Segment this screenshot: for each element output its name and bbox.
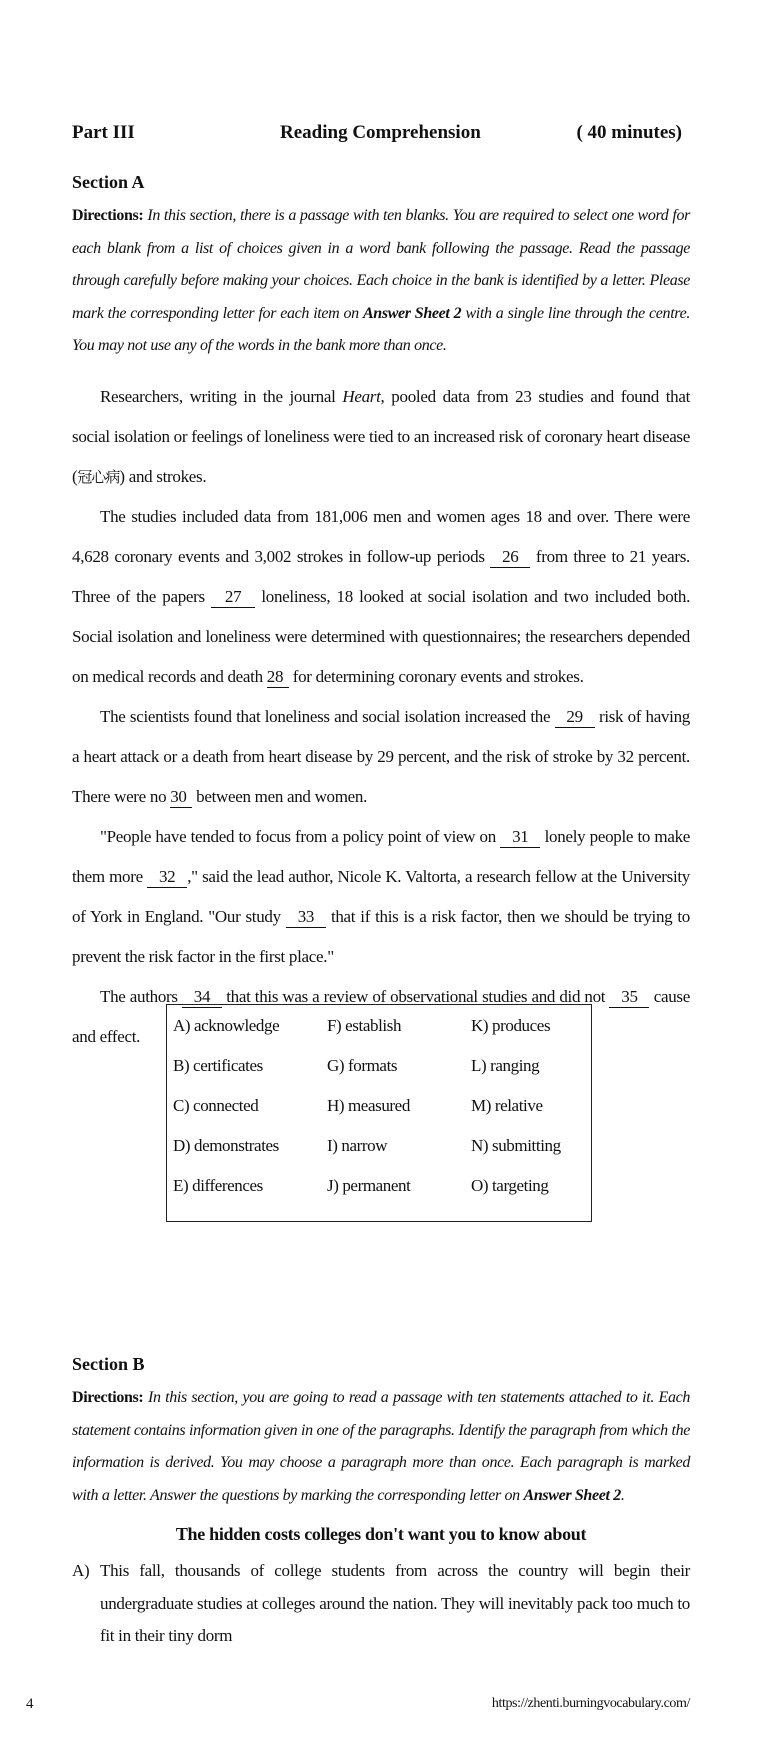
blank-31[interactable]: 31 [500,827,540,848]
word-bank-option: A) acknowledge [173,1016,280,1035]
page-number: 4 [26,1696,34,1712]
word-bank-option: H) measured [327,1096,410,1115]
blank-30[interactable]: 30 [170,787,192,808]
blank-28[interactable]: 28 [267,667,289,688]
part-title: Reading Comprehension [280,122,481,143]
word-bank-option: O) targeting [471,1176,549,1195]
word-bank-option: L) ranging [471,1056,540,1075]
answer-sheet-ref: Answer Sheet 2 [523,1486,621,1504]
word-bank-option: E) differences [173,1176,263,1195]
text-run: from three to 21 years. Three of the papers [72,546,691,606]
blank-32[interactable]: 32 [147,867,187,888]
text-run: The scientists found that loneliness and social isolation increased the [100,706,551,726]
paragraph-a [72,1555,690,1653]
word-bank-option: C) connected [173,1096,259,1115]
chinese-gloss: 冠心病 [77,467,120,486]
footer-url[interactable]: https://zhenti.burningvocabulary.com/ [491,1696,690,1711]
journal-name: Heart [342,386,381,406]
text-run: "People have tended to focus from a policy point of view on [100,826,496,846]
blank-33[interactable]: 33 [286,907,326,928]
section-b-content [72,1352,690,1653]
answer-sheet-ref: Answer Sheet 2 [362,304,462,322]
word-bank-option: N) submitting [471,1136,561,1155]
text-run: cause and effect. [72,986,690,1046]
text-run: The authors [100,986,178,1006]
word-bank-option: G) formats [327,1056,398,1075]
directions-text-end: . [620,1486,625,1504]
directions-text: In this section, there is a passage with ten blanks. You are required to select one word for each blank from a list of choices given in a word bank following the passage. Read the passage through carefully before making your choices. Each choice in the bank is identified by a letter. Please mark the corresponding letter for each item on [72,207,691,322]
text-run: lonely people to make them more [72,826,691,886]
text-run: loneliness, 18 looked at social isolation and two included both. Social isolation and loneliness were determined with questionnaires; the researchers depended on medical records and death [72,586,691,686]
word-bank-option: B) certificates [173,1056,263,1075]
directions-text: In this section, you are going to read a passage with ten statements attached to it. Each statement contains information given in one of the paragraphs. Identify the paragraph from which the information is derived. You may choose a paragraph more than once. Each paragraph is marked with a letter. Answer the questions by marking the corresponding letter on [72,1389,691,1504]
word-bank [166,1004,592,1222]
text-run: risk of having a heart attack or a death from heart disease by 29 percent, and the risk of stroke by 32 percent. There were no [72,706,690,806]
word-bank-option: F) establish [327,1016,402,1035]
text-run: , pooled data from 23 studies and found that social isolation or feelings of loneliness were tied to an increased risk of coronary heart disease ( [72,386,691,486]
paragraph-text: This fall, thousands of college students from across the country will begin their undergraduate studies at colleges around the nation. They will inevitably pack too much to fit in their tiny dorm [100,1561,690,1645]
text-run: The studies included data from 181,006 men and women ages 18 and over. There were 4,628 coronary events and 3,002 strokes in follow-up periods [72,506,690,566]
section-a-title: Section A [72,172,145,192]
directions-text-end: with a single line through the centre. You may not use any of the words in the bank more than once. [72,304,690,354]
directions-label: Directions: [72,1389,144,1406]
blank-26[interactable]: 26 [490,547,530,568]
part-header [72,122,690,148]
text-run: ," said the lead author, Nicole K. Valtorta, a research fellow at the University of York in England. "Our study [72,866,690,926]
text-run: for determining coronary events and strokes. [292,666,584,686]
word-bank-option: M) relative [471,1096,543,1115]
paragraph-3 [72,697,690,817]
blank-27[interactable]: 27 [211,587,255,608]
paragraph-2 [72,497,690,697]
word-bank-option: I) narrow [327,1136,388,1155]
text-run: Researchers, writing in the journal [100,386,336,406]
text-run: ) and strokes. [119,466,207,486]
paragraph-4 [72,817,690,977]
paragraph-letter: A) [72,1561,90,1580]
text-run: between men and women. [196,786,368,806]
directions-label: Directions: [72,207,144,224]
word-bank-option: J) permanent [327,1176,411,1195]
part-label: Part III [72,122,135,143]
section-b-directions [72,1382,690,1512]
text-run: that if this is a risk factor, then we should be trying to prevent the risk factor in the first place." [72,906,691,966]
blank-35[interactable]: 35 [609,987,649,1008]
part-time: ( 40 minutes) [576,122,682,143]
blank-29[interactable]: 29 [555,707,595,728]
blank-34[interactable]: 34 [182,987,222,1008]
section-b-title: Section B [72,1354,145,1374]
section-a-directions [72,200,690,363]
text-run: that this was a review of observational studies and did not [226,986,606,1006]
word-bank-option: D) demonstrates [173,1136,279,1155]
section-a-content [72,122,690,1057]
article-title: The hidden costs colleges don't want you to know about [175,1524,587,1544]
passage [72,377,690,1057]
word-bank-option: K) produces [471,1016,551,1035]
paragraph-1 [72,377,690,497]
